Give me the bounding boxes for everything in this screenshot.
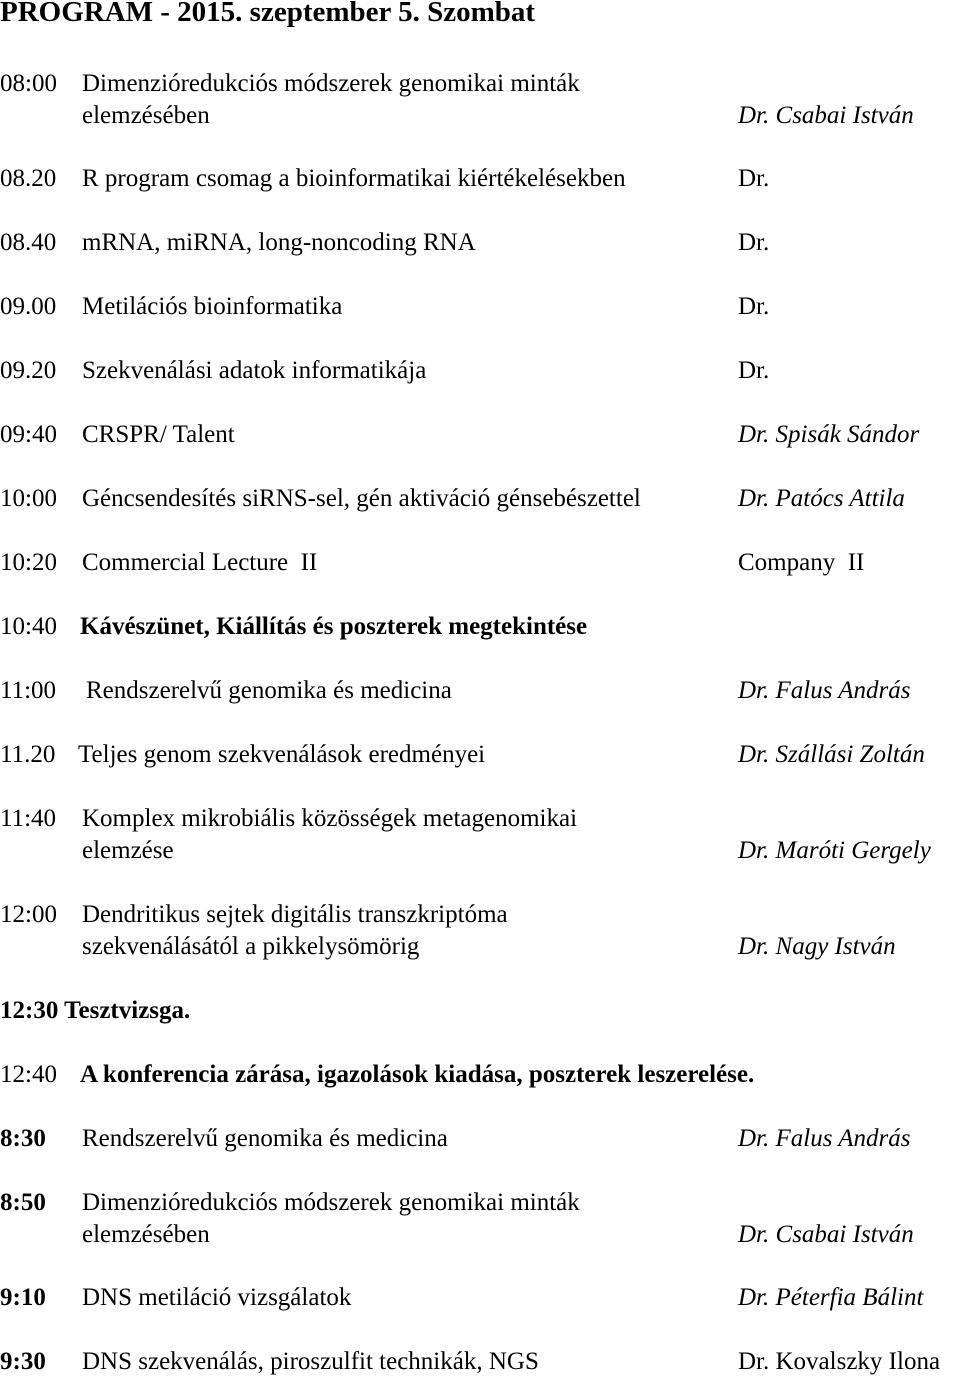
speaker-0910: [738, 1282, 923, 1314]
speaker-0800: [738, 100, 914, 132]
topic-0840: mRNA, miRNA, long-noncoding RNA: [82, 229, 476, 256]
topic-0820: R program csomag a bioinformatikai kiértékelésekben: [82, 165, 626, 192]
speaker-name: Maróti Gergely: [775, 837, 931, 864]
topic-1240: A konferencia zárása, igazolások kiadása, poszterek leszerelése.: [80, 1061, 755, 1088]
speaker-name: Csabai István: [775, 102, 914, 129]
time-0930: 9:30: [0, 1348, 46, 1375]
speaker-1020: Company II: [738, 549, 865, 576]
speaker-prefix: Dr.: [738, 1125, 770, 1152]
page-title: PROGRAM - 2015. szeptember 5. Szombat: [0, 0, 536, 28]
speaker-name: Nagy István: [775, 933, 896, 960]
speaker-0920: Dr.: [738, 357, 770, 384]
speaker-0820: Dr.: [738, 165, 770, 192]
time-1000: 10:00: [0, 485, 57, 512]
topic-1140-line1: Komplex mikrobiális közösségek metagenomikai: [82, 805, 578, 832]
time-1040: 10:40: [0, 613, 57, 640]
topic-1100: Rendszerelvű genomika és medicina: [86, 677, 452, 704]
time-1200: 12:00: [0, 901, 57, 928]
speaker-0930: Dr. Kovalszky Ilona: [738, 1348, 941, 1375]
topic-1120: Teljes genom szekvenálások eredményei: [78, 741, 486, 768]
topic-0850-line2: elemzésében: [82, 1221, 210, 1248]
time-0830: 8:30: [0, 1125, 46, 1152]
time-0820: 08.20: [0, 165, 57, 192]
topic-0940: CRSPR/ Talent: [82, 421, 235, 448]
speaker-name: Péterfia Bálint: [775, 1284, 924, 1311]
topic-1200-line2: szekvenálásától a pikkelysömörig: [82, 933, 420, 960]
time-1100: 11:00: [0, 677, 57, 704]
topic-0900: Metilációs bioinformatika: [82, 293, 343, 320]
speaker-prefix: Dr.: [738, 837, 770, 864]
topic-1000: Géncsendesítés siRNS-sel, gén aktiváció génsebészettel: [82, 485, 641, 512]
time-0920: 09.20: [0, 357, 57, 384]
speaker-prefix: Dr.: [738, 1284, 770, 1311]
speaker-prefix: Dr.: [738, 933, 770, 960]
time-0940: 09:40: [0, 421, 57, 448]
topic-0920: Szekvenálási adatok informatikája: [82, 357, 427, 384]
topic-0850-line1: Dimenzióredukciós módszerek genomikai minták: [82, 1189, 580, 1216]
topic-1200-line1: Dendritikus sejtek digitális transzkriptóma: [82, 901, 508, 928]
speaker-name: Szállási Zoltán: [775, 741, 925, 768]
speaker-1100: [738, 675, 911, 707]
time-1140: 11:40: [0, 805, 57, 832]
topic-0800-line2: elemzésében: [82, 102, 210, 129]
topic-0910: DNS metiláció vizsgálatok: [82, 1284, 352, 1311]
speaker-prefix: Dr.: [738, 677, 770, 704]
topic-0930: DNS szekvenálás, piroszulfit technikák, NGS: [82, 1348, 539, 1375]
speaker-0830: [738, 1123, 911, 1155]
time-0910: 9:10: [0, 1284, 46, 1311]
topic-1020: Commercial Lecture II: [82, 549, 318, 576]
speaker-1200: [738, 931, 896, 963]
time-0800: 08:00: [0, 70, 57, 97]
speaker-0900: Dr.: [738, 293, 770, 320]
speaker-prefix: Dr.: [738, 741, 770, 768]
speaker-name: Falus András: [775, 677, 911, 704]
speaker-name: Csabai István: [775, 1221, 914, 1248]
time-0900: 09.00: [0, 293, 57, 320]
speaker-0840: Dr.: [738, 229, 770, 256]
time-1020: 10:20: [0, 549, 57, 576]
topic-0830: Rendszerelvű genomika és medicina: [82, 1125, 448, 1152]
time-1240: 12:40: [0, 1061, 57, 1088]
speaker-1000: [738, 483, 905, 515]
speaker-1120: [738, 739, 925, 771]
speaker-1140: [738, 835, 931, 867]
speaker-prefix: Dr.: [738, 102, 770, 129]
topic-1040: Kávészünet, Kiállítás és poszterek megtekintése: [80, 613, 588, 640]
topic-1140-line2: elemzése: [82, 837, 174, 864]
speaker-0940: [738, 419, 919, 451]
topic-0800-line1: Dimenzióredukciós módszerek genomikai minták: [82, 70, 580, 97]
speaker-name: Falus András: [775, 1125, 911, 1152]
item-1230: 12:30 Tesztvizsga.: [0, 997, 191, 1024]
time-0850: 8:50: [0, 1189, 46, 1216]
time-1120: 11.20: [0, 741, 56, 768]
time-0840: 08.40: [0, 229, 57, 256]
speaker-prefix: Dr.: [738, 1221, 770, 1248]
speaker-0850: [738, 1219, 914, 1251]
speaker-prefix: Dr.: [738, 485, 770, 512]
speaker-prefix: Dr.: [738, 421, 770, 448]
speaker-name: Patócs Attila: [775, 485, 905, 512]
speaker-name: Spisák Sándor: [775, 421, 920, 448]
